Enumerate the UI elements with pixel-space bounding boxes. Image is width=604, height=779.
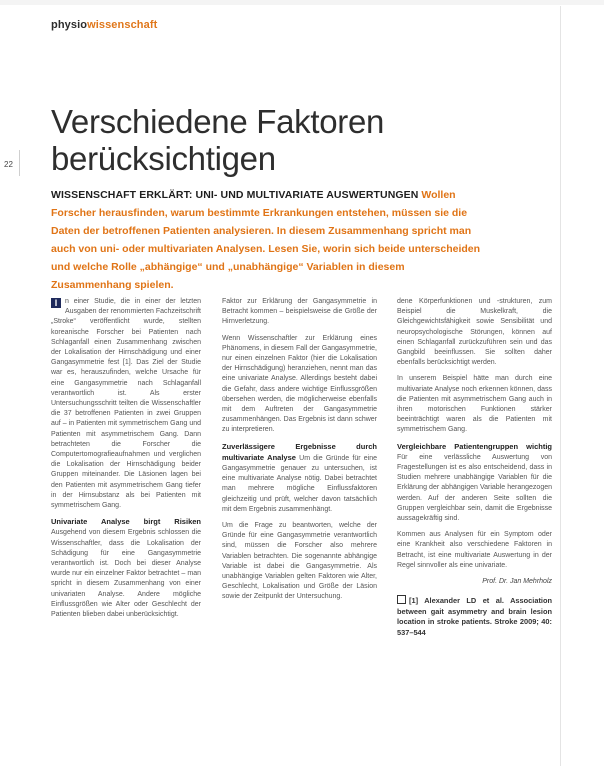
rubric-suffix: wissenschaft [87, 19, 158, 31]
col1-paragraph: Univariate Analyse birgt Risiken Ausgehend von diesem Ergebnis schlossen die Wissenschaftler, dass die Lokalisation der Schädigung für eine Gangasymmetrie verantwortlich ist. Doch bei dieser Analyse wurde nur ein einzelner Faktor betrachtet – man spricht in diesem Zusammenhang von einer univariaten Analyse. Andere mögliche Einflussgrößen wie Alter oder Geschlecht der Patienten blieben dabei unberücksichtigt. [51, 517, 201, 619]
column-3 [397, 297, 552, 638]
subheading: Zuverlässigere Ergebnisse durch multivariate Analyse [222, 441, 377, 462]
col2-paragraph: Zuverlässigere Ergebnisse durch multivariate Analyse Um die Gründe für eine Gangasymmetrie genauer zu untersuchen, ist eine multivariate Analyse nötig. Dabei betrachtet man mehrere mögliche Einflussfaktoren gleichzeitig und prüft, welcher davon tatsächlich mit dem Ergebnis zusammenhängt. [222, 441, 378, 513]
col3-paragraph: In unserem Beispiel hätte man durch eine multivariate Analyse noch erkennen können, dass die Patienten mit asymmetrischem Gang auch in ihren motorischen Funktionen stärker beeinträchtigt waren als die Patienten mit symmetrischem Gang. [397, 375, 552, 434]
dropcap: I [51, 298, 61, 308]
author-signature: Prof. Dr. Jan Mehrholz [482, 578, 552, 586]
reference-text: [1] Alexander LD et al. Association between gait asymmetry and brain lesion location in stroke patients. Stroke 2009; 40: 537–544 [397, 596, 552, 637]
subheading: Univariate Analyse birgt Risiken [51, 517, 201, 527]
article-title: Verschiedene Faktoren berücksichtigen [51, 103, 385, 177]
col3-paragraph: Kommen aus Analysen für ein Symptom oder eine Krankheit also verschiedene Faktoren in Betracht, ist eine multivariate Auswertung in der Regel sinnvoller als eine univariate. [397, 531, 552, 569]
col3-paragraph: Vergleichbare Patientengruppen wichtig Für eine verlässliche Auswertung von Fragestellungen ist es also entscheidend, dass in Studien mehrere unabhängige Variablen für die Erklärung der abhängigen Variable herangezogen werden. Auf der anderen Seite sollten die Gruppen vergleichbar sein, damit die Ergebnisse aussagekräftig sind. [397, 441, 552, 523]
margin-rule [560, 6, 561, 766]
rubric-prefix: physio [51, 19, 88, 31]
article-lead [51, 186, 481, 294]
col2-paragraph: Faktor zur Erklärung der Gangasymmetrie in Betracht kommen – beispielsweise die Größe der Hirnverletzung. [222, 298, 377, 326]
col3-paragraph: dene Körperfunktionen und -strukturen, zum Beispiel die Muskelkraft, die Gleichgewichtsfähigkeit sowie Sensibilität und neuropsychologische Störungen, können auf einen Schlaganfall zurückzuführen sein und das Gangbild beeinflussen. Sie sollten daher ebenfalls berücksichtigt werden. [397, 298, 552, 367]
header-band [0, 0, 604, 5]
column-1 [51, 297, 201, 626]
subheading: Vergleichbare Patientengruppen wichtig [397, 441, 552, 451]
page-number: 22 [4, 160, 13, 169]
section-rubric [51, 19, 157, 31]
reference [397, 595, 552, 638]
column-2 [222, 297, 377, 609]
col1-paragraph: I n einer Studie, die in einer der letzten Ausgaben der renommierten Fachzeitschrift „Stroke“ veröffentlicht wurde, stellten koreanische Forscher bei Patienten nach Schlaganfall einen Zusammenhang zwischen der Lokalisation der Hirnschädigung und einer Gangasymmetrie fest [1]. Das Ziel der Studie war es, herauszufinden, welche Ursache für eine Gangasymmetrie nach Schlaganfall verantwortlich ist. Als erster Untersuchungsschritt teilten die Wissenschaftler die 37 betroffenen Patienten in zwei Gruppen auf – in Patienten mit symmetrischem Gang und Patienten mit asymmetrischem Gang. Dann betrachteten die Forscher die Computertomografieaufnahmen und verglichen die Lokalisation der Hirnschädigung beider Gruppen miteinander. Die Läsionen lagen bei den Patienten mit asymmetrischem Gang tiefer in der Hirnsubstanz als bei Patienten mit symmetrischem Gang. [51, 298, 201, 510]
col2-paragraph: Um die Frage zu beantworten, welche der Gründe für eine Gangasymmetrie verantwortlich sind, müssen die Forscher also mehrere Variablen betrachten. Die sogenannte abhängige Variable ist dabei die Gangasymmetrie. Als unabhängige Variablen gelten Faktoren wie Alter, Geschlecht, Lokalisation und Größe der Läsion sowie der Zeitpunkt der Untersuchung. [222, 522, 377, 601]
col2-paragraph: Wenn Wissenschaftler zur Erklärung eines Phänomens, in diesem Fall der Gangasymmetrie, nur einen einzelnen Faktor (hier die Lokalisation der Hirnschädigung) heranziehen, nennt man das eine univariate Analyse. Allerdings besteht dabei die Gefahr, dass andere wichtige Einflussgrößen übersehen werden, die möglicherweise ebenfalls mit dem Auftreten der Gangasymmetrie zusammenhängen. Das Ergebnis ist dann schwer zu interpretieren. [222, 334, 377, 434]
reference-icon [397, 595, 406, 604]
article-kicker: WISSENSCHAFT ERKLÄRT: UNI- UND MULTIVARIATE AUSWERTUNGEN [51, 189, 419, 201]
lead-text: Wollen Forscher herausfinden, warum bestimmte Erkrankungen entstehen, müssen sie die Daten der betroffenen Patienten analysieren. In diesem Zusammenhang spricht man auch von uni- oder multivariaten Analysen. Lesen Sie, worin sich beide unterscheiden und welche Rolle „abhängige“ und „unabhängige“ Variablen in diesem Zusammenhang spielen. [51, 189, 481, 291]
